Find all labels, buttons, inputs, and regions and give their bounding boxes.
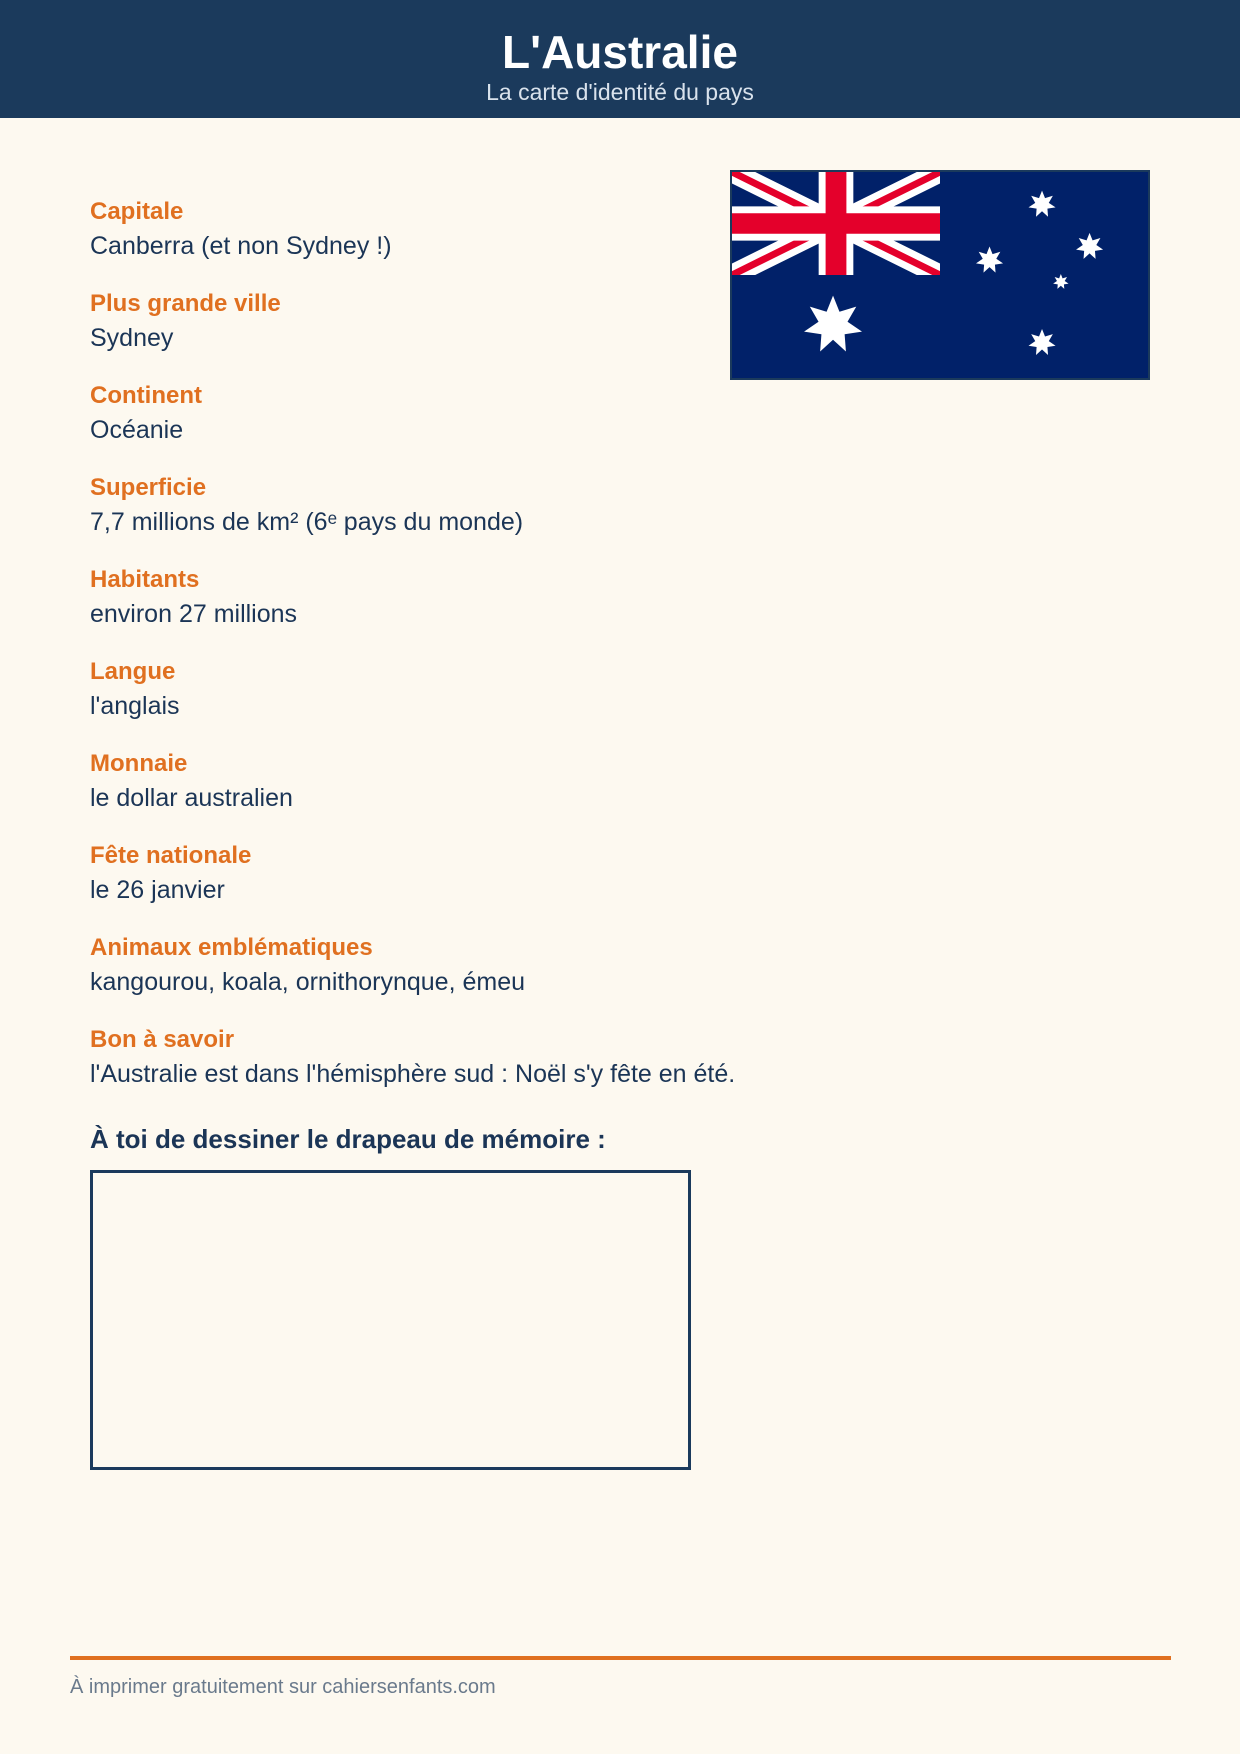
- fact-animals: [90, 932, 770, 1024]
- fact-label: Langue: [90, 658, 176, 685]
- fact-label: Capitale: [90, 198, 184, 225]
- fact-label: Superficie: [90, 474, 207, 501]
- fact-good-to-know: [90, 1024, 770, 1116]
- page-title: L'Australie: [502, 26, 738, 78]
- fact-label: Animaux emblématiques: [90, 934, 373, 961]
- fact-largest-city: [90, 288, 770, 380]
- fact-area: [90, 472, 770, 564]
- fact-list: [90, 196, 770, 1116]
- fact-value: l'anglais: [90, 692, 180, 720]
- fact-value: le 26 janvier: [90, 876, 225, 904]
- fact-value: l'Australie est dans l'hémisphère sud : Noël s'y fête en été.: [90, 1060, 736, 1088]
- fact-label: Bon à savoir: [90, 1026, 235, 1053]
- fact-label: Continent: [90, 382, 202, 409]
- fact-value: 7,7 millions de km² (6ᵉ pays du monde): [90, 508, 524, 536]
- fact-value: environ 27 millions: [90, 600, 298, 628]
- fact-language: [90, 656, 770, 748]
- fact-value: kangourou, koala, ornithorynque, émeu: [90, 968, 526, 996]
- fact-national-day: [90, 840, 770, 932]
- fact-value: Canberra (et non Sydney !): [90, 232, 392, 260]
- footer-divider: [70, 1656, 1171, 1660]
- drawing-instruction: À toi de dessiner le drapeau de mémoire :: [90, 1124, 606, 1154]
- drawing-area[interactable]: [90, 1170, 691, 1470]
- page-header: [0, 0, 1240, 118]
- fact-value: le dollar australien: [90, 784, 293, 812]
- fact-label: Habitants: [90, 566, 200, 593]
- page-subtitle: La carte d'identité du pays: [486, 79, 754, 105]
- footer-text: À imprimer gratuitement sur cahiersenfants.com: [70, 1676, 496, 1698]
- fact-label: Fête nationale: [90, 842, 252, 869]
- fact-label: Monnaie: [90, 750, 188, 777]
- fact-label: Plus grande ville: [90, 290, 281, 317]
- australian-flag-icon: [730, 170, 1150, 380]
- fact-capital: [90, 196, 770, 288]
- fact-continent: [90, 380, 770, 472]
- fact-value: Océanie: [90, 416, 184, 444]
- fact-population: [90, 564, 770, 656]
- fact-value: Sydney: [90, 324, 174, 352]
- fact-currency: [90, 748, 770, 840]
